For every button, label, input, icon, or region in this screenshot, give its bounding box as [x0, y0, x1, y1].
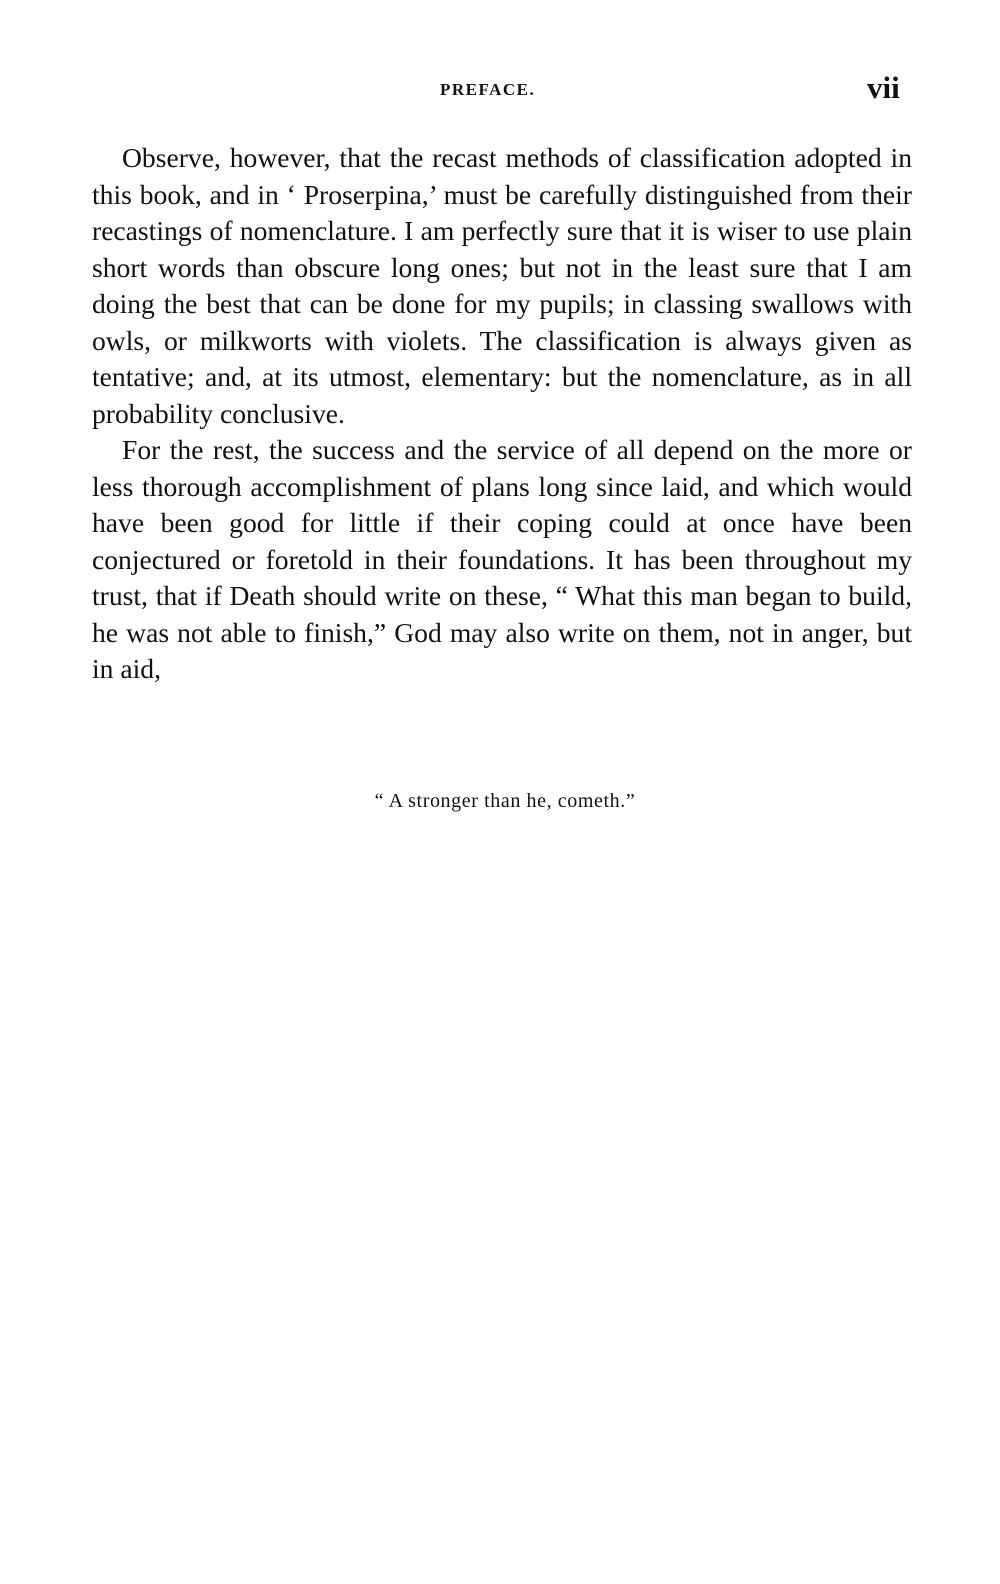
- paragraph-2: For the rest, the success and the service of all depend on the more or less thorough accomplishment of plans long since laid, and which would have been good for little if their coping could at once have been conjectured or foretold in their foundations. It has been throughout my trust, that if Death should write on these, “ What this man began to build, he was not able to finish,” God may also write on them, not in anger, but in aid,: [92, 434, 912, 684]
- closing-quote: [0, 790, 1000, 813]
- body-text: [92, 140, 912, 688]
- page-number: vii: [867, 70, 900, 105]
- closing-quote-text: “ A stronger than he, cometh.”: [374, 790, 636, 812]
- running-head: [0, 70, 1000, 108]
- running-title: PREFACE.: [440, 80, 536, 99]
- paragraph-1: Observe, however, that the recast methods of classification adopted in this book, and in ‘ Proserpina,’ must be carefully distinguished from their recastings of nomenclature. I am perfectly sure that it is wiser to use plain short words than obscure long ones; but not in the least sure that I am doing the best that can be done for my pupils; in classing swallows with owls, or milkworts with violets. The classification is always given as tentative; and, at its utmost, elementary: but the nomenclature, as in all probability conclusive.: [92, 142, 912, 429]
